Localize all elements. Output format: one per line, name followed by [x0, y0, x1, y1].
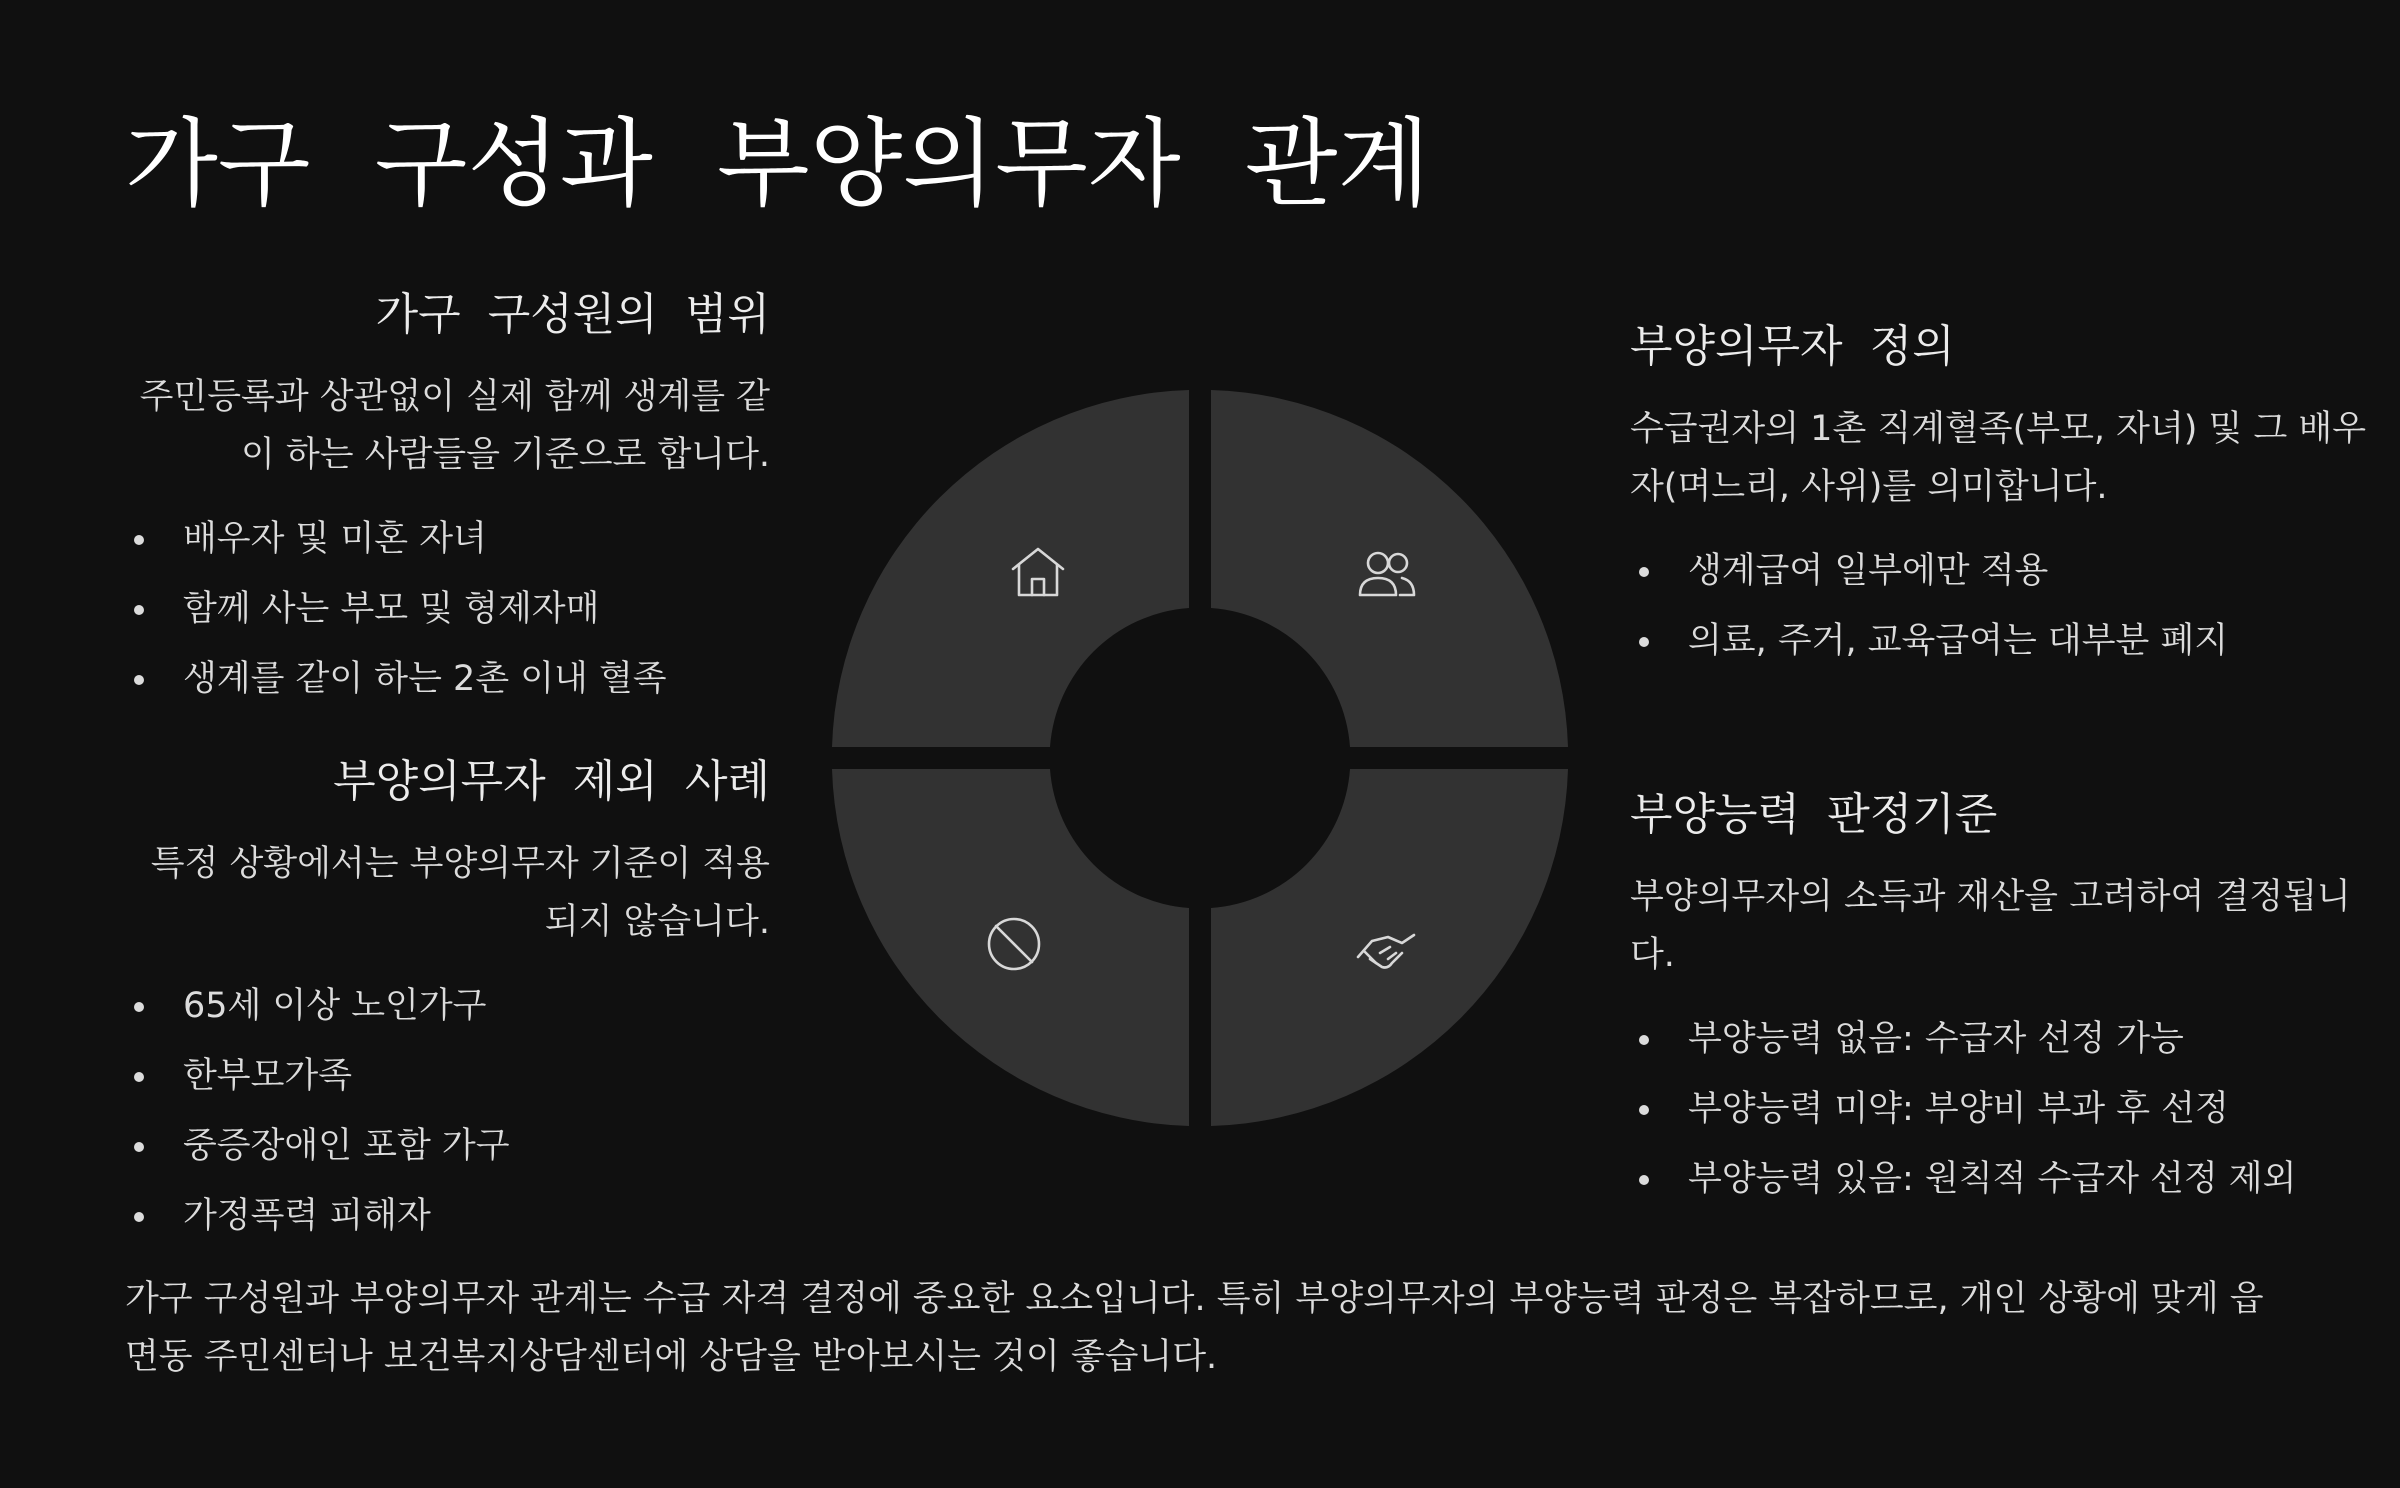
list-item: 생계급여 일부에만 적용 — [1630, 536, 2370, 606]
support-capacity-heading: 부양능력 판정기준 — [1630, 789, 1998, 840]
footer-note: 가구 구성원과 부양의무자 관계는 수급 자격 결정에 중요한 요소입니다. 특히 부양의무자의 부양능력 판정은 복잡하므로, 개인 상황에 맞게 읍면동 주민센터나 보건복지상담센터에 상담을 받아보시는 것이 좋습니다. — [125, 1279, 2264, 1377]
support-capacity-description: 부양의무자의 소득과 재산을 고려하여 결정됩니다. — [1630, 877, 2351, 975]
obligor-definition-section — [1630, 310, 2370, 676]
donut-diagram — [820, 378, 1580, 1138]
segment-bottom-left — [832, 769, 1189, 1126]
list-item: 부양능력 미약: 부양비 부과 후 선정 — [1630, 1074, 2370, 1144]
list-item: 의료, 주거, 교육급여는 대부분 폐지 — [1630, 606, 2370, 676]
exclusion-cases-heading: 부양의무자 제외 사례 — [333, 756, 770, 807]
list-item: 함께 사는 부모 및 형제자매 — [125, 574, 770, 644]
household-scope-description: 주민등록과 상관없이 실제 함께 생계를 같이 하는 사람들을 기준으로 합니다. — [139, 377, 770, 475]
support-capacity-section — [1630, 778, 2370, 1214]
list-item: 생계를 같이 하는 2촌 이내 혈족 — [125, 644, 770, 714]
household-scope-section — [125, 278, 770, 714]
support-capacity-list — [1630, 1004, 2370, 1214]
exclusion-cases-section — [125, 745, 770, 1251]
exclusion-cases-description: 특정 상황에서는 부양의무자 기준이 적용되지 않습니다. — [150, 844, 770, 942]
obligor-definition-heading: 부양의무자 정의 — [1630, 321, 1955, 372]
list-item: 65세 이상 노인가구 — [125, 971, 770, 1041]
list-item: 배우자 및 미혼 자녀 — [125, 504, 770, 574]
list-item: 부양능력 있음: 원칙적 수급자 선정 제외 — [1630, 1144, 2370, 1214]
obligor-definition-description: 수급권자의 1촌 직계혈족(부모, 자녀) 및 그 배우자(며느리, 사위)를 의미합니다. — [1630, 409, 2367, 507]
list-item: 부양능력 없음: 수급자 선정 가능 — [1630, 1004, 2370, 1074]
list-item: 중증장애인 포함 가구 — [125, 1111, 770, 1181]
segment-top-left — [832, 390, 1189, 747]
household-scope-list — [125, 504, 770, 714]
exclusion-cases-list — [125, 971, 770, 1251]
household-scope-heading: 가구 구성원의 범위 — [375, 289, 770, 340]
list-item: 한부모가족 — [125, 1041, 770, 1111]
obligor-definition-list — [1630, 536, 2370, 676]
page-title: 가구 구성과 부양의무자 관계 — [125, 108, 1431, 220]
list-item: 가정폭력 피해자 — [125, 1181, 770, 1251]
